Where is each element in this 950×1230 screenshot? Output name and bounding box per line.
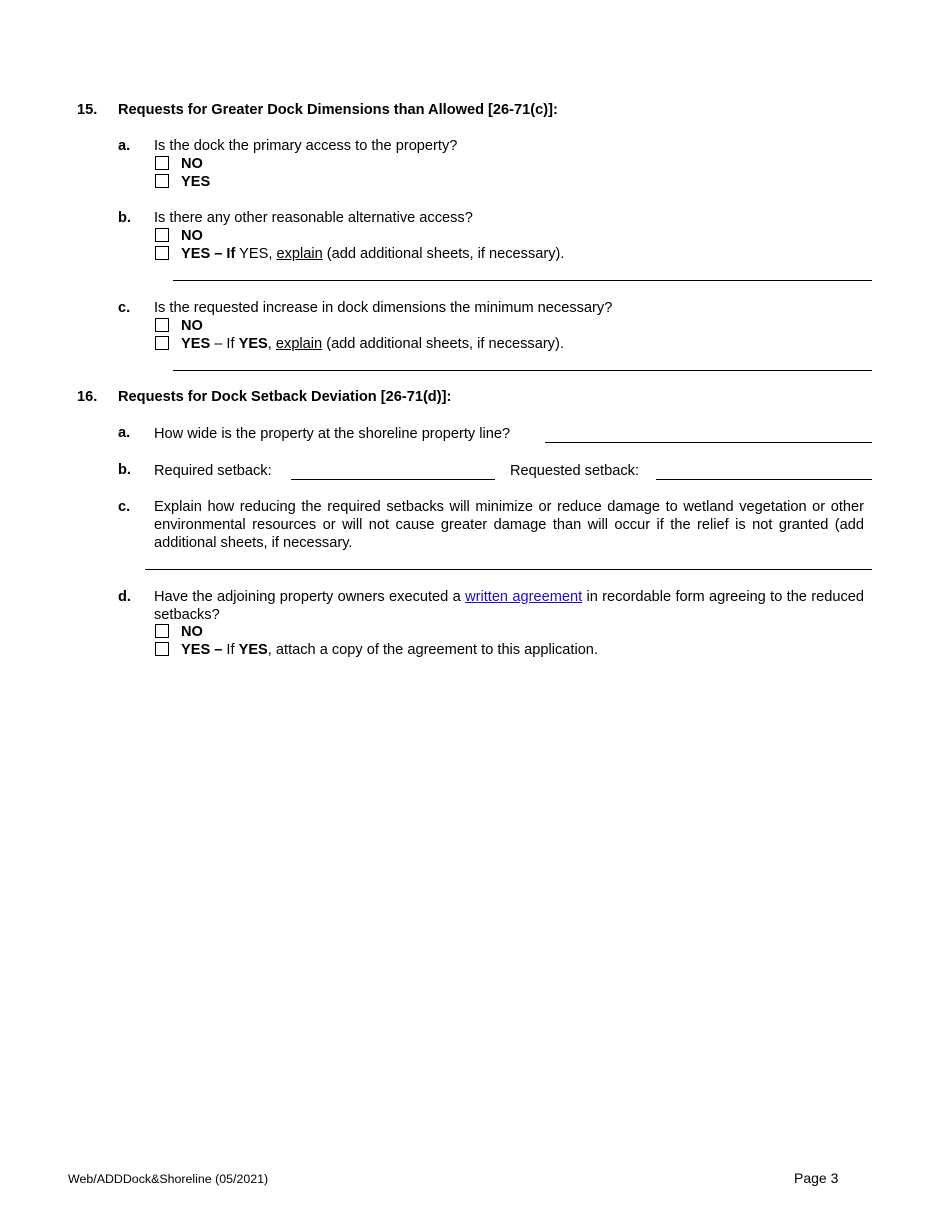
label-15c-yes-bold2: YES — [238, 336, 268, 352]
item-15a-question: Is the dock the primary access to the property? — [154, 138, 458, 154]
label-15a-yes: YES — [181, 174, 211, 190]
label-15b-yes-rest: (add additional sheets, if necessary). — [322, 246, 565, 262]
item-15c-letter: c. — [118, 300, 131, 316]
label-15c-yes — [181, 335, 564, 353]
checkbox-15c-no[interactable] — [155, 318, 169, 332]
label-15a-no: NO — [181, 156, 203, 172]
footer-page-number: Page 3 — [794, 1170, 839, 1186]
item-15c-question: Is the requested increase in dock dimensions the minimum necessary? — [154, 300, 613, 316]
answer-line-15b[interactable] — [173, 280, 872, 281]
checkbox-15a-no[interactable] — [155, 156, 169, 170]
required-setback-field[interactable] — [291, 479, 495, 480]
item-16d-q-post: in recordable form agreeing to the reduced setbacks? — [154, 589, 864, 623]
label-15b-yes-plain: YES, — [235, 246, 277, 262]
item-16c-letter: c. — [118, 499, 131, 515]
section-16-title: Requests for Dock Setback Deviation [26-71(d)]: — [118, 389, 452, 405]
label-15c-explain: explain — [275, 336, 323, 352]
checkbox-16d-yes[interactable] — [155, 642, 169, 656]
checkbox-15b-yes[interactable] — [155, 246, 169, 260]
answer-line-16c[interactable] — [145, 569, 872, 570]
label-15b-yes-bold: YES – If — [181, 246, 236, 262]
label-16d-yes-if: If — [222, 642, 239, 658]
item-15b-letter: b. — [118, 210, 131, 226]
item-16b-letter: b. — [118, 462, 131, 478]
item-16d-q-pre: Have the adjoining property owners executed a — [154, 589, 466, 605]
label-16d-yes-rest: , attach a copy of the agreement to this application. — [267, 642, 598, 658]
label-16d-yes-bold2: YES — [238, 642, 268, 658]
label-15c-no: NO — [181, 318, 203, 334]
item-16a-question: How wide is the property at the shoreline property line? — [154, 426, 511, 442]
item-15b-question: Is there any other reasonable alternative access? — [154, 210, 473, 226]
answer-line-15c[interactable] — [173, 370, 872, 371]
checkbox-15b-no[interactable] — [155, 228, 169, 242]
label-15c-yes-rest: (add additional sheets, if necessary). — [322, 336, 564, 352]
label-16d-yes-bold: YES – — [181, 642, 223, 658]
shoreline-width-field[interactable] — [545, 442, 872, 443]
label-15c-yes-bold: YES — [181, 336, 211, 352]
item-15a-letter: a. — [118, 138, 131, 154]
required-setback-label: Required setback: — [154, 463, 272, 479]
item-16d-letter: d. — [118, 589, 131, 605]
label-15b-explain: explain — [276, 246, 323, 262]
label-16d-no: NO — [181, 624, 203, 640]
requested-setback-label: Requested setback: — [510, 463, 639, 479]
label-15c-yes-comma: , — [267, 336, 276, 352]
written-agreement-link[interactable]: written agreement — [465, 589, 583, 605]
requested-setback-field[interactable] — [656, 479, 872, 480]
item-16c-text: Explain how reducing the required setbacks will minimize or reduce damage to wetland vegetation or other environmental resources or will not cause greater damage than will occur if the relief is not granted (add additional sheets, if necessary. — [154, 499, 864, 551]
checkbox-15c-yes[interactable] — [155, 336, 169, 350]
footer-form-id: Web/ADDDock&Shoreline (05/2021) — [68, 1172, 269, 1186]
checkbox-16d-no[interactable] — [155, 624, 169, 638]
section-16-number: 16. — [77, 389, 98, 405]
label-15b-no: NO — [181, 228, 203, 244]
label-15b-yes — [181, 245, 564, 263]
label-16d-yes — [181, 641, 598, 659]
checkbox-15a-yes[interactable] — [155, 174, 169, 188]
section-15-title: Requests for Greater Dock Dimensions than Allowed [26-71(c)]: — [118, 102, 558, 118]
section-15-number: 15. — [77, 102, 98, 118]
item-16a-letter: a. — [118, 425, 131, 441]
label-15c-yes-dash: – If — [210, 336, 239, 352]
item-16d-question — [154, 588, 864, 624]
